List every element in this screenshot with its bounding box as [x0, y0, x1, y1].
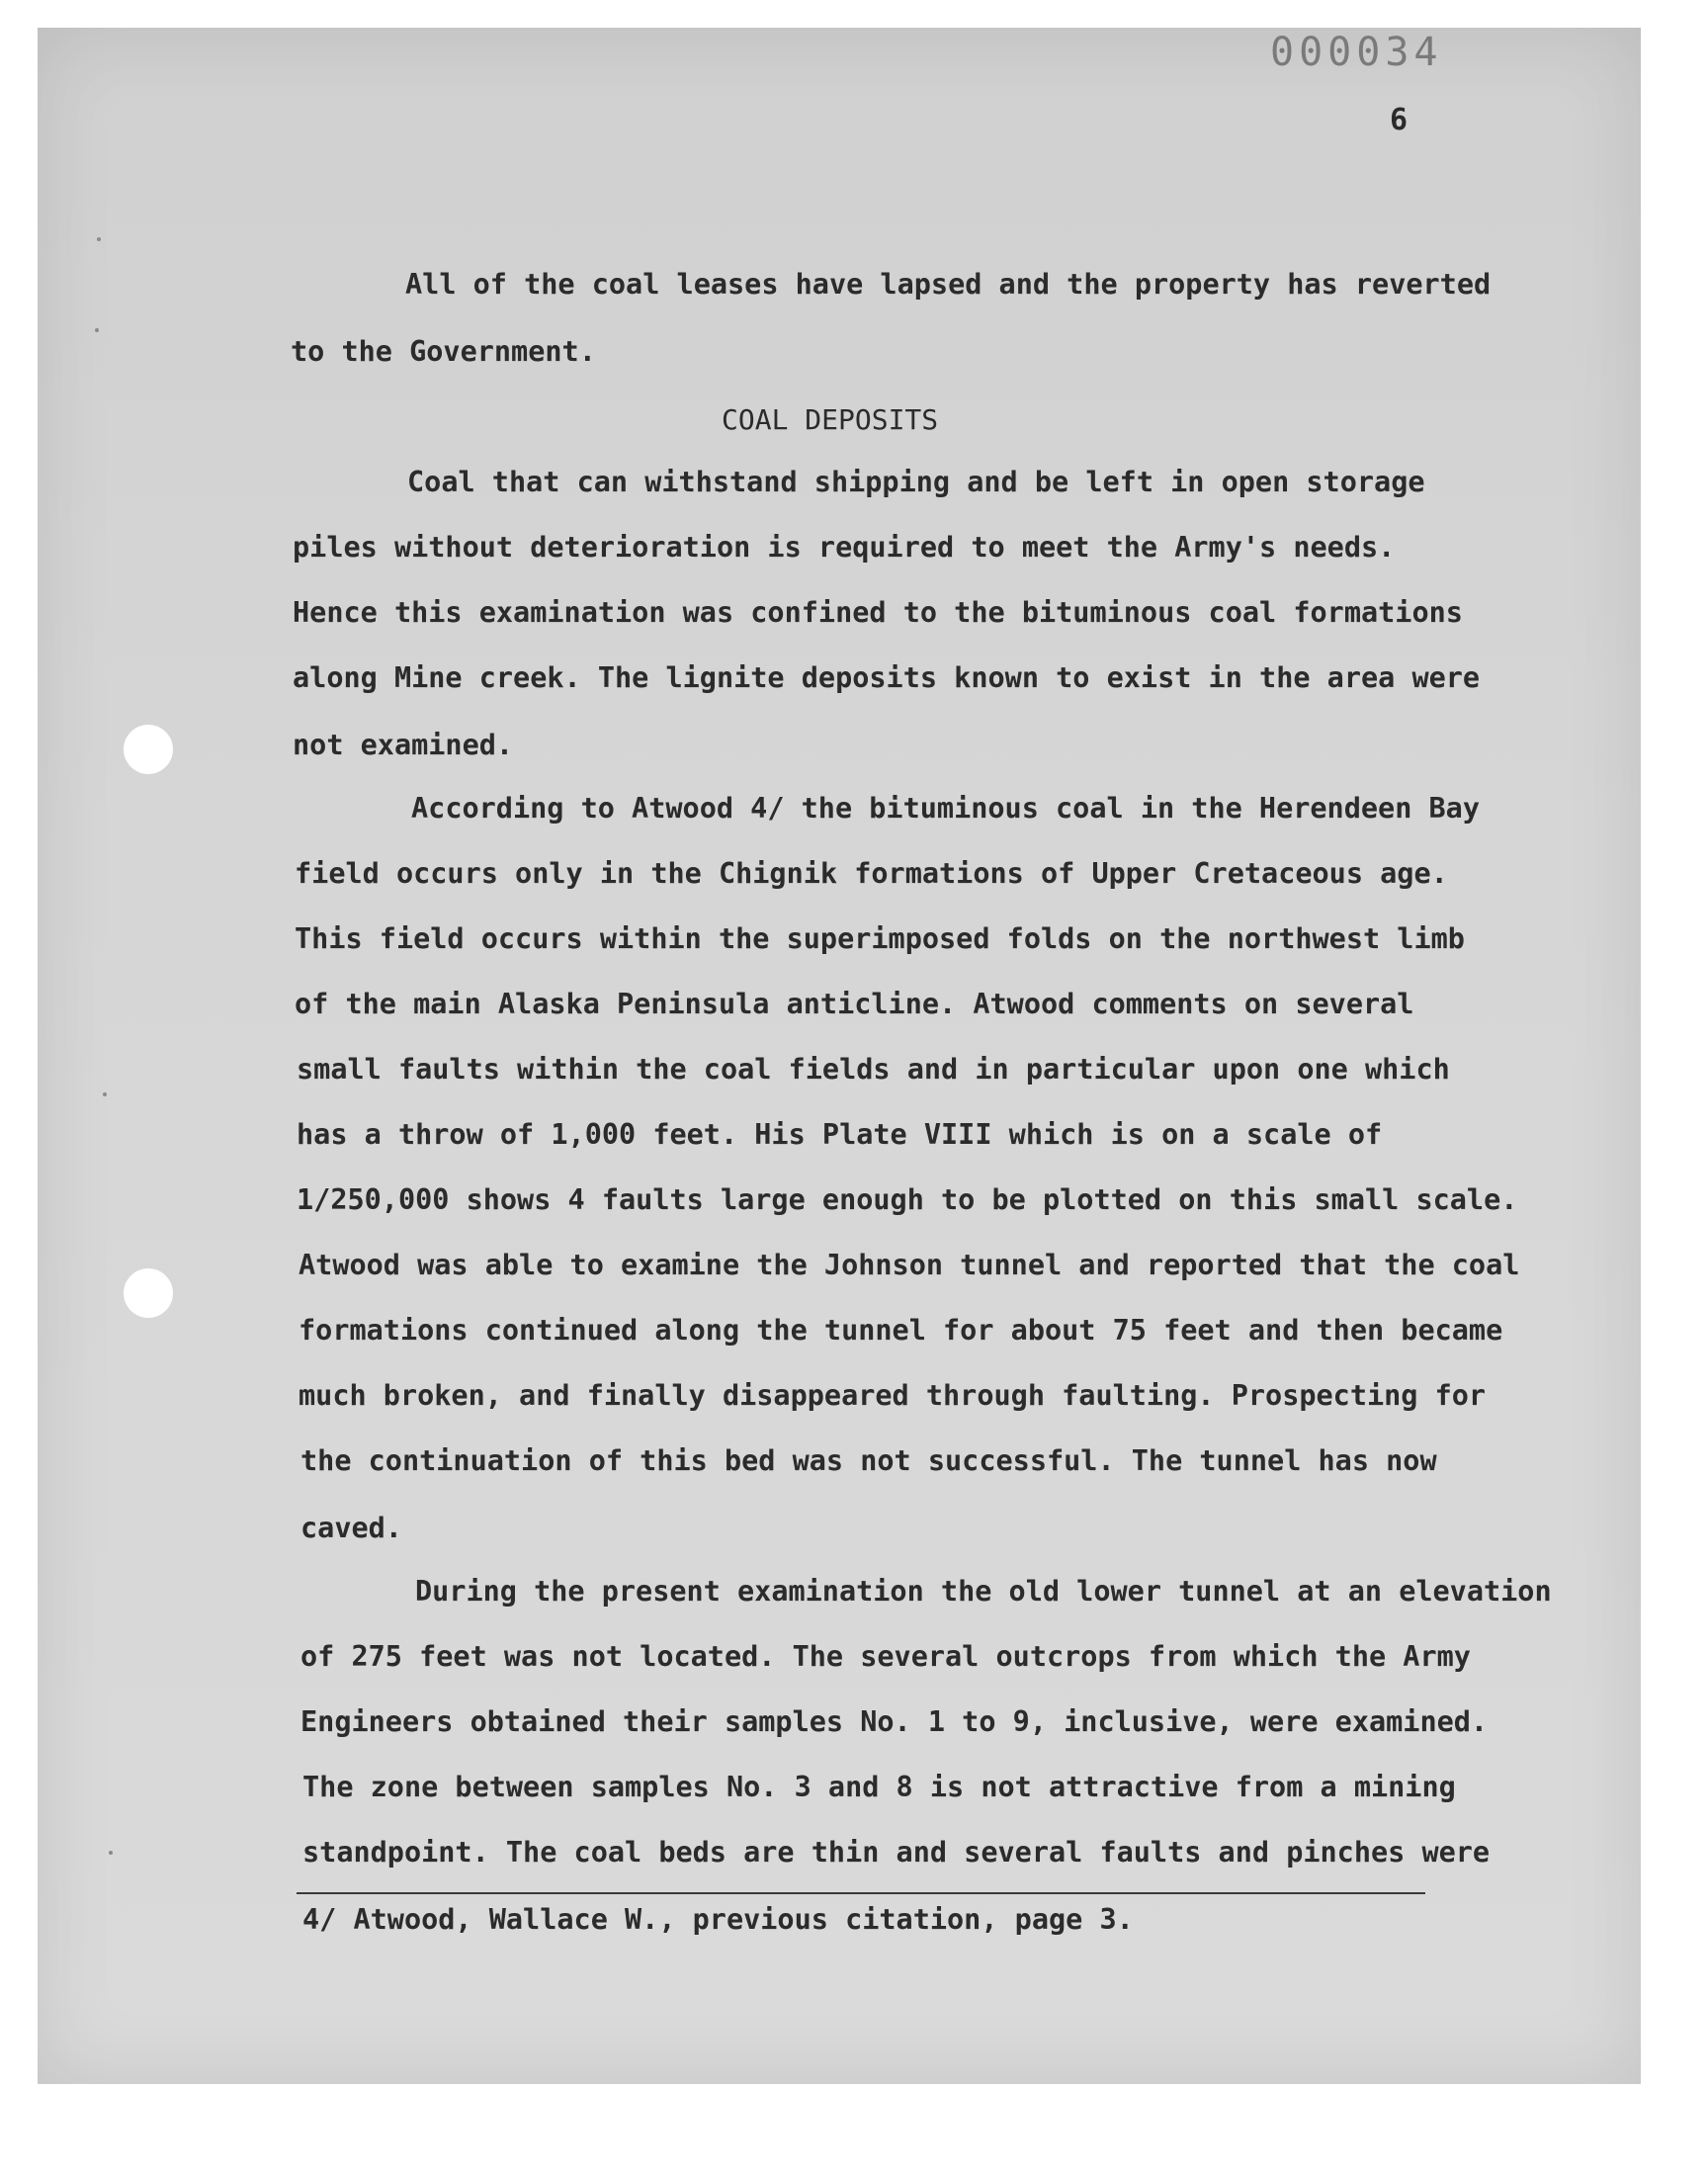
body-line: standpoint. The coal beds are thin and several faults and pinches were [302, 1836, 1491, 1869]
body-line: along Mine creek. The lignite deposits known to exist in the area were [293, 661, 1481, 694]
body-line: All of the coal leases have lapsed and the property has reverted [405, 268, 1492, 301]
body-line: Coal that can withstand shipping and be left in open storage [407, 466, 1425, 498]
body-line: piles without deterioration is required to meet the Army's needs. [293, 531, 1396, 564]
body-line: Atwood was able to examine the Johnson tunnel and reported that the coal [299, 1249, 1520, 1281]
body-line: According to Atwood 4/ the bituminous coal in the Herendeen Bay [411, 792, 1480, 825]
section-heading: COAL DEPOSITS [722, 403, 939, 436]
punch-hole [124, 1268, 173, 1318]
body-line: formations continued along the tunnel for about 75 feet and then became [299, 1314, 1503, 1347]
body-line: small faults within the coal fields and in particular upon one which [297, 1053, 1450, 1086]
margin-speck [95, 328, 99, 332]
margin-speck [103, 1092, 107, 1096]
body-line: This field occurs within the superimposed folds on the northwest limb [295, 922, 1465, 955]
body-line: Engineers obtained their samples No. 1 to 9, inclusive, were examined. [300, 1705, 1489, 1738]
body-line: field occurs only in the Chignik formations of Upper Cretaceous age. [295, 857, 1448, 890]
body-line: During the present examination the old lower tunnel at an elevation [415, 1575, 1552, 1608]
body-line: has a throw of 1,000 feet. His Plate VIII which is on a scale of [297, 1118, 1383, 1151]
footnote-divider [297, 1892, 1425, 1894]
margin-speck [109, 1851, 113, 1855]
body-line: to the Government. [291, 335, 596, 368]
document-stamp-number: 000034 [1270, 30, 1443, 75]
body-line: not examined. [293, 729, 514, 761]
body-line: 1/250,000 shows 4 faults large enough to be plotted on this small scale. [297, 1183, 1518, 1216]
footnote: 4/ Atwood, Wallace W., previous citation, page 3. [302, 1903, 1134, 1936]
page-number: 6 [1390, 103, 1409, 137]
body-line: the continuation of this bed was not successful. The tunnel has now [300, 1444, 1437, 1477]
punch-hole [124, 725, 173, 774]
margin-speck [97, 237, 101, 241]
body-line: much broken, and finally disappeared through faulting. Prospecting for [299, 1379, 1487, 1412]
body-line: The zone between samples No. 3 and 8 is not attractive from a mining [302, 1771, 1456, 1803]
body-line: Hence this examination was confined to the bituminous coal formations [293, 596, 1463, 629]
body-line: caved. [300, 1512, 402, 1544]
body-line: of 275 feet was not located. The several outcrops from which the Army [300, 1640, 1471, 1673]
body-line: of the main Alaska Peninsula anticline. Atwood comments on several [295, 988, 1414, 1020]
